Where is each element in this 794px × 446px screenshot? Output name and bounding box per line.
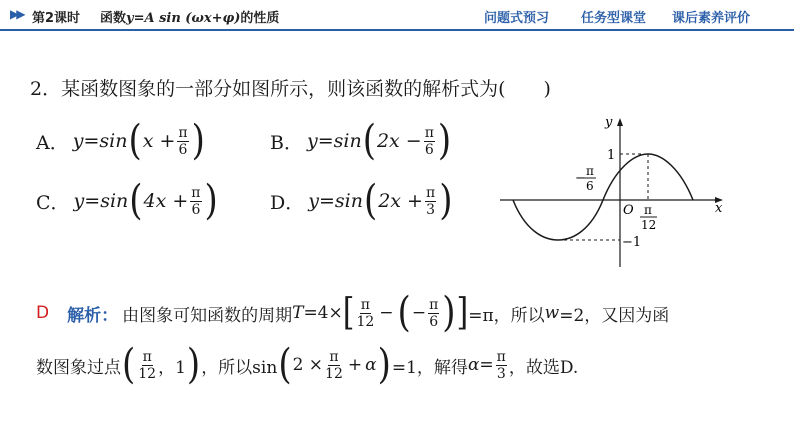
x-axis-label: x	[715, 201, 723, 216]
alpha-symbol: α	[365, 355, 377, 375]
y-axis-label: y	[605, 115, 613, 130]
neg-tick-sign: −	[575, 171, 586, 186]
option-c-lhs: y=sin	[73, 190, 129, 212]
neg-tick-den: 6	[586, 179, 594, 193]
paren-close: )	[437, 117, 452, 165]
paren-close: )	[191, 117, 205, 165]
option-a-lhs: y=sin	[72, 130, 128, 152]
option-b-lhs: y=sin	[306, 130, 362, 152]
answer-text: =1，解得	[391, 357, 468, 378]
option-c-inner: 4x +	[143, 190, 189, 212]
paren-open: (	[397, 289, 411, 337]
question-text: 2．某函数图象的一部分如图所示，则该函数的解析式为( )	[30, 78, 551, 100]
fraction	[138, 349, 156, 382]
option-d-fraction	[425, 185, 436, 218]
answer-text: 2 ×	[292, 355, 324, 375]
frac-num: π	[191, 184, 201, 201]
option-a-label: A．	[36, 131, 69, 154]
frac-den: 6	[424, 141, 434, 158]
option-d-label: D．	[270, 191, 305, 214]
answer-text: +	[347, 355, 363, 375]
frac-num: π	[425, 184, 436, 201]
paren-open: (	[362, 117, 376, 165]
bracket-close: ]	[456, 290, 469, 335]
frac-num: π	[329, 348, 339, 365]
option-c-fraction	[190, 185, 201, 218]
option-d	[270, 177, 453, 225]
lesson-label: 第2课时	[32, 11, 81, 26]
frac-den: 3	[426, 201, 436, 218]
option-b-label: B．	[270, 131, 303, 154]
answer-text: =2，又因为函	[559, 305, 670, 326]
frac-num: π	[178, 124, 188, 141]
frac-den: 12	[356, 313, 375, 330]
answer-text: =π，所以	[468, 305, 545, 326]
fraction	[496, 349, 507, 382]
period-symbol: T	[292, 303, 304, 323]
option-c	[36, 177, 219, 225]
pos-tick-num: π	[644, 203, 652, 217]
neg-tick-num: π	[586, 164, 594, 178]
fraction	[356, 297, 374, 330]
minus-sign: −	[379, 303, 394, 323]
nav-evaluation[interactable]: 课后素养评价	[672, 11, 751, 26]
frac-den: 6	[178, 141, 188, 158]
paren-close: )	[186, 341, 201, 389]
option-d-lhs: y=sin	[308, 190, 363, 212]
paren-open: (	[363, 177, 378, 225]
answer-text: =	[479, 355, 494, 375]
frac-den: 6	[191, 201, 201, 218]
topic-formula: y=A sin (ωx+φ)	[126, 11, 241, 26]
answer-text: 由图象可知函数的周期	[122, 305, 293, 326]
frac-den: 12	[325, 365, 343, 382]
topic-suffix: 的性质	[240, 11, 280, 26]
option-b-fraction	[424, 125, 435, 158]
frac-num: π	[429, 296, 439, 313]
omega-symbol: w	[544, 303, 560, 323]
answer-line-1	[36, 289, 670, 337]
option-d-inner: 2x +	[378, 190, 423, 212]
option-a	[36, 117, 206, 165]
option-b	[270, 117, 452, 165]
paren-open: (	[128, 117, 142, 165]
y-axis-arrow-icon	[617, 118, 623, 126]
frac-num: π	[360, 296, 370, 313]
header-bar	[0, 0, 794, 30]
answer-text: ，所以sin	[201, 357, 278, 378]
paren-open: (	[122, 341, 136, 389]
header-divider	[0, 29, 794, 31]
paren-close: )	[439, 177, 453, 225]
frac-num: π	[496, 348, 506, 365]
paren-open: (	[278, 341, 292, 389]
answer-line-2	[36, 341, 579, 389]
answer-letter: D	[36, 303, 50, 323]
answer-text: ，故选D.	[508, 357, 579, 378]
origin-label: O	[623, 203, 634, 218]
y-min-label: −1	[622, 235, 642, 250]
paren-close: )	[442, 289, 456, 337]
paren-close: )	[204, 177, 218, 225]
minus-sign: −	[411, 303, 427, 323]
answer-keyword: 解析：	[67, 305, 119, 326]
paren-open: (	[129, 177, 143, 225]
frac-den: 3	[496, 365, 506, 382]
pos-tick-den: 12	[641, 218, 657, 232]
topic-prefix: 函数	[100, 11, 127, 26]
option-a-fraction	[177, 125, 188, 158]
answer-text: 数图象过点	[36, 357, 121, 378]
answer-text: =4×	[303, 303, 343, 323]
frac-den: 6	[429, 313, 439, 330]
bracket-open: [	[342, 290, 355, 335]
nav-classroom[interactable]: 任务型课堂	[581, 11, 647, 26]
fraction	[325, 349, 343, 382]
alpha-symbol: α	[467, 355, 480, 375]
sine-curve	[513, 154, 693, 240]
fraction	[428, 297, 439, 330]
answer-text: ，1	[158, 357, 186, 378]
frac-num: π	[142, 348, 152, 365]
sine-graph	[495, 112, 735, 272]
play-arrow-icon: ▶▶	[10, 7, 23, 21]
y-max-label: 1	[607, 148, 616, 163]
nav-preview[interactable]: 问题式预习	[484, 11, 550, 26]
frac-num: π	[424, 124, 434, 141]
option-b-inner: 2x −	[376, 130, 422, 152]
paren-close: )	[377, 341, 391, 389]
topic-title	[100, 7, 279, 26]
option-c-label: C．	[36, 191, 70, 214]
frac-den: 12	[138, 365, 157, 382]
option-a-inner: x +	[142, 130, 176, 152]
